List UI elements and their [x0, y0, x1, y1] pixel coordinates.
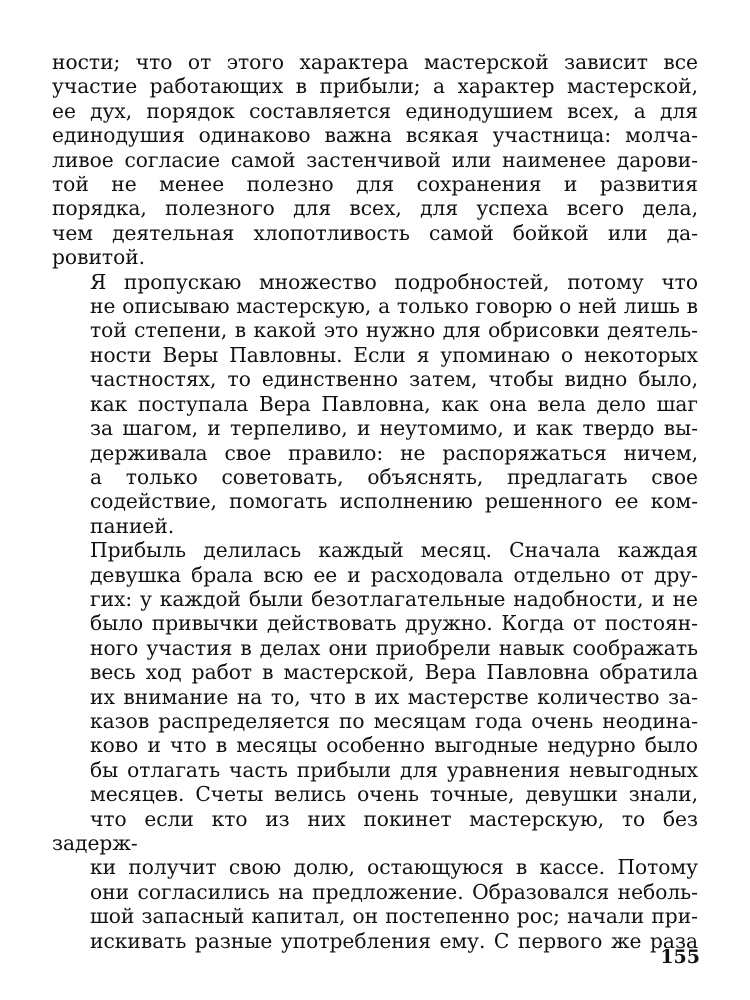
- paragraph: [52, 50, 698, 270]
- text-line: ки получит свою долю, остающуюся в кассе. Потому: [90, 855, 698, 880]
- text-line: держивала свое правило: не распоряжаться ничем,: [90, 440, 698, 465]
- page-number: 155: [660, 946, 700, 968]
- text-line: за шагом, и терпеливо, и неутомимо, и как твердо вы-: [90, 416, 698, 441]
- paragraph: [52, 270, 698, 538]
- text-line: а только советовать, объяснять, предлагать свое: [90, 464, 698, 489]
- text-line: Прибыль делилась каждый месяц. Сначала каждая: [90, 538, 698, 563]
- text-line: было привычки действовать дружно. Когда от постоян-: [90, 611, 698, 636]
- text-line: содействие, помогать исполнению решенного ее ком-: [90, 489, 698, 514]
- text-line: что если кто из них покинет мастерскую, то без задерж-: [52, 806, 698, 855]
- text-line: не описываю мастерскую, а только говорю о ней лишь в: [90, 294, 698, 319]
- text-line: девушка брала всю ее и расходовала отдельно от дру-: [90, 562, 698, 587]
- text-line: как поступала Вера Павловна, как она вела дело шаг: [90, 391, 698, 416]
- text-line: их внимание на то, что в их мастерстве количество за-: [90, 684, 698, 709]
- text-line: казов распределяется по месяцам года очень неодина-: [90, 708, 698, 733]
- text-line: ности; что от этого характера мастерской зависит все: [52, 50, 698, 74]
- text-line: искивать разные употребления ему. С первого же раза: [90, 928, 698, 953]
- text-line: шой запасный капитал, он постепенно рос; начали при-: [90, 904, 698, 929]
- text-line: участие работающих в прибыли; а характер мастерской,: [52, 74, 698, 99]
- text-line: весь ход работ в мастерской, Вера Павловна обратила: [90, 660, 698, 685]
- book-page: [52, 50, 698, 985]
- text-line: ровитой.: [52, 245, 146, 270]
- text-line: ливое согласие самой застенчивой или наименее дарови-: [52, 147, 698, 172]
- text-line: месяцев. Счеты велись очень точные, девушки знали,: [90, 782, 698, 807]
- text-line: панией.: [90, 513, 175, 538]
- text-line: ного участия в делах они приобрели навык соображать: [90, 635, 698, 660]
- text-line: бы отлагать часть прибыли для уравнения невыгодных: [90, 757, 698, 782]
- text-line: единодушия одинаково важна всякая участница: молча-: [52, 123, 698, 148]
- text-line: порядка, полезного для всех, для успеха всего дела,: [52, 196, 698, 221]
- text-line: той степени, в какой это нужно для обрисовки деятель-: [90, 318, 698, 343]
- paragraph: [52, 538, 698, 953]
- text-line: гих: у каждой были безотлагательные надобности, и не: [90, 586, 698, 611]
- text-line: той не менее полезно для сохранения и развития: [52, 172, 698, 197]
- text-line: ее дух, порядок составляется единодушием всех, а для: [52, 98, 698, 123]
- text-line: ности Веры Павловны. Если я упоминаю о некоторых: [90, 342, 698, 367]
- text-line: ково и что в месяцы особенно выгодные недурно было: [90, 733, 698, 758]
- text-line: они согласились на предложение. Образовался неболь-: [90, 879, 698, 904]
- text-line: чем деятельная хлопотливость самой бойкой или да-: [52, 220, 698, 245]
- text-line: частностях, то единственно затем, чтобы видно было,: [90, 367, 698, 392]
- text-line: Я пропускаю множество подробностей, потому что: [90, 269, 698, 294]
